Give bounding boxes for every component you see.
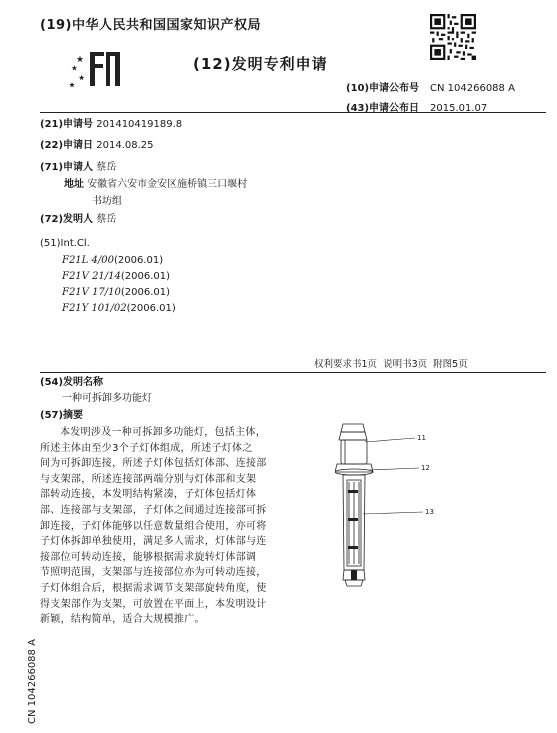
figure-label-12: 12 — [421, 464, 430, 472]
abstract-line: 节照明范围，支架部与连接部位亦为可转动连接， — [40, 567, 267, 579]
app-number-row — [40, 118, 182, 132]
inventor-label: (72)发明人 — [40, 214, 94, 225]
ipc-code: F21Y 101/02 — [62, 303, 127, 314]
ipc-entry — [62, 270, 170, 284]
pub-date: 2015.01.07 — [430, 103, 488, 114]
abstract-body — [40, 425, 276, 628]
address-row — [64, 178, 247, 192]
inventor-row — [40, 213, 116, 227]
abstract-label: (57)摘要 — [40, 410, 84, 421]
ipc-code: F21V 17/10 — [62, 287, 121, 298]
ipc-entry — [62, 302, 176, 316]
abstract-line: 得支架部作为支架，可放置在平面上，本发明设计 — [40, 598, 267, 610]
abstract-line: 所述主体由至少3个子灯体组成，所述子灯体之 — [40, 442, 253, 454]
app-number-label: (21)申请号 — [40, 119, 94, 130]
header-divider — [40, 112, 546, 113]
abstract-line: 新颖，结构简单，适合大规模推广。 — [40, 614, 205, 626]
pub-number-label: (10)申请公布号 — [346, 83, 420, 94]
abstract-line: 与支架部，所述连接部两端分别与灯体部和支架 — [40, 473, 257, 485]
filing-date-label: (22)申请日 — [40, 140, 94, 151]
abstract-line: 部转动连接，本发明结构紧凑，子灯体包括灯体 — [40, 489, 257, 501]
invention-title: 一种可拆卸多功能灯 — [62, 393, 152, 404]
abstract-line: 部、连接部与支架部，子灯体之间通过连接部可拆 — [40, 504, 267, 516]
side-publication-number: CN 104266088 A — [27, 639, 38, 724]
ipc-entry — [62, 286, 170, 300]
applicant-label: (71)申请人 — [40, 162, 94, 173]
address-line2: 书坊组 — [92, 196, 122, 207]
abstract-line: 本发明涉及一种可拆卸多功能灯，包括主体， — [60, 427, 266, 438]
app-number: 201410419189.8 — [96, 119, 183, 130]
figure-label-13: 13 — [425, 508, 434, 516]
filing-date-row — [40, 139, 154, 153]
abstract-line: 间为可拆卸连接，所述子灯体包括灯体部、连接部 — [40, 458, 267, 470]
ipc-date: (2006.01) — [113, 255, 164, 266]
qr-code — [430, 14, 476, 60]
abstract-line: 子灯体拆卸单独使用，满足多人需求，灯体部与连 — [40, 536, 267, 548]
pub-number-row — [346, 82, 546, 96]
ipc-code: F21V 21/14 — [62, 271, 121, 282]
lamp-drawing — [335, 420, 445, 590]
ipc-code: F21L 4/00 — [62, 255, 114, 266]
publication-info — [346, 82, 546, 116]
pub-date-row — [346, 102, 546, 116]
abstract-line: 接部位可转动连接，能够根据需求旋转灯体部调 — [40, 551, 257, 563]
page-count-info: 权利要求书1页 说明书3页 附图5页 — [314, 359, 468, 370]
document-type-title: (12)发明专利申请 — [193, 55, 328, 73]
abstract-line: 卸连接，子灯体能够以任意数量组合使用，亦可将 — [40, 520, 267, 532]
abstract-line: 子灯体组合后，根据需求调节支架部旋转角度，使 — [40, 582, 267, 594]
figure-label-11: 11 — [417, 434, 426, 442]
applicant-row — [40, 161, 116, 175]
inventor: 蔡岳 — [96, 214, 117, 225]
ipc-date: (2006.01) — [120, 287, 171, 298]
address-line1: 安徽省六安市金安区施桥镇三口堰村 — [87, 179, 248, 190]
ipc-date: (2006.01) — [120, 271, 171, 282]
pub-date-label: (43)申请公布日 — [346, 103, 420, 114]
cnipa-logo — [66, 46, 128, 92]
title-label: (54)发明名称 — [40, 377, 104, 388]
intcl-label: (51)Int.Cl. — [40, 238, 90, 249]
applicant: 蔡岳 — [96, 162, 117, 173]
pub-number: CN 104266088 A — [430, 83, 515, 94]
filing-date: 2014.08.25 — [96, 140, 154, 151]
pages-divider — [40, 372, 546, 373]
ipc-entry — [62, 254, 163, 268]
office-name: (19)中华人民共和国国家知识产权局 — [40, 18, 261, 33]
ipc-date: (2006.01) — [126, 303, 176, 314]
address-label: 地址 — [64, 179, 84, 190]
